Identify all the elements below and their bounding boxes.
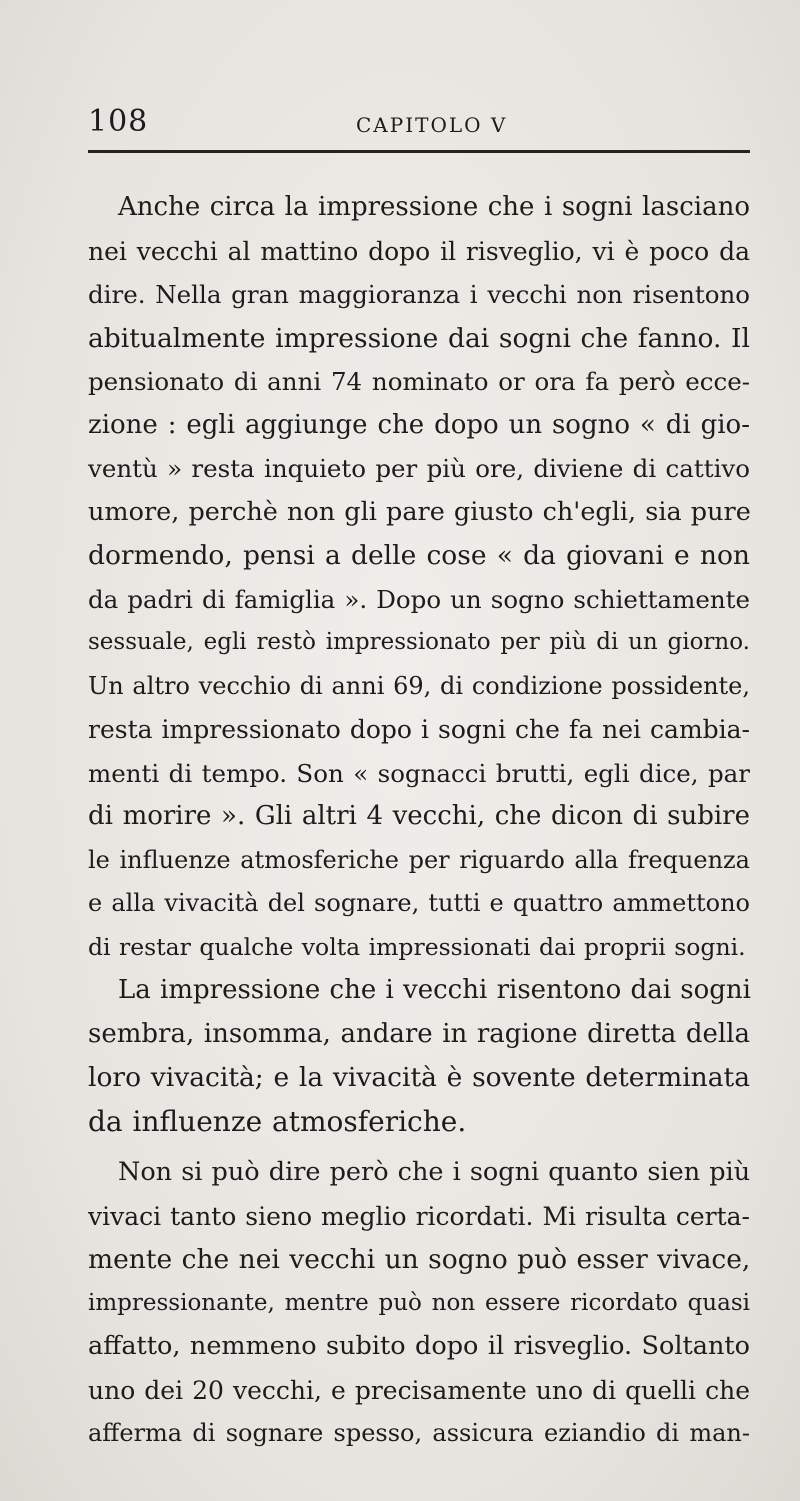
text-line: Un altro vecchio di anni 69, di condizione possidente, <box>88 671 750 700</box>
text-line: uno dei 20 vecchi, e precisamente uno di quelli che <box>88 1375 750 1405</box>
text-line: La impressione che i vecchi risentono dai sogni <box>118 975 751 1005</box>
paragraph <box>88 969 750 1143</box>
text-line: e alla vivacità del sognare, tutti e quattro ammettono <box>88 889 750 917</box>
text-line: dormendo, pensi a delle cose « da giovani e non <box>88 540 750 571</box>
text-line: zione : egli aggiunge che dopo un sogno « di gio- <box>88 409 750 440</box>
text-line: Non si può dire però che i sogni quanto sien più <box>118 1157 751 1187</box>
text-line: sembra, insomma, andare in ragione diretta della <box>88 1018 750 1049</box>
text-line: vivaci tanto sieno meglio ricordati. Mi risulta certa- <box>88 1201 750 1231</box>
text-line: dire. Nella gran maggioranza i vecchi non risentono <box>88 280 750 309</box>
page-number: 108 <box>88 104 149 139</box>
body-text <box>88 186 750 1456</box>
text-line: sessuale, egli restò impressionato per più di un giorno. <box>88 629 750 655</box>
chapter-title: CAPITOLO V <box>356 113 508 137</box>
text-line: menti di tempo. Son « sognacci brutti, egli dice, par <box>88 758 750 788</box>
text-line: di morire ». Gli altri 4 vecchi, che dicon di subire <box>88 801 750 831</box>
running-header <box>88 104 750 144</box>
text-line: da padri di famiglia ». Dopo un sogno schiettamente <box>88 584 750 614</box>
text-line: mente che nei vecchi un sogno può esser vivace, <box>88 1244 751 1275</box>
text-line: impressionante, mentre può non essere ricordato quasi <box>88 1289 750 1316</box>
text-line: afferma di sognare spesso, assicura eziandio di man- <box>88 1419 750 1447</box>
header-rule <box>88 150 750 153</box>
text-line: Anche circa la impressione che i sogni lasciano <box>118 192 750 222</box>
paragraph <box>88 186 750 969</box>
text-line: le influenze atmosferiche per riguardo alla frequenza <box>88 845 750 874</box>
text-line: di restar qualche volta impressionati dai proprii sogni. <box>88 932 746 961</box>
text-line: loro vivacità; e la vivacità è sovente determinata <box>88 1062 750 1093</box>
text-line: pensionato di anni 74 nominato or ora fa però ecce- <box>88 367 750 396</box>
text-line: nei vecchi al mattino dopo il risveglio, vi è poco da <box>88 236 750 266</box>
text-line: ventù » resta inquieto per più ore, diviene di cattivo <box>88 454 750 483</box>
text-line: resta impressionato dopo i sogni che fa nei cambia- <box>88 715 750 744</box>
text-line: umore, perchè non gli pare giusto ch'egli, sia pure <box>88 496 751 527</box>
paragraph <box>88 1151 750 1456</box>
text-line: abitualmente impressione dai sogni che fanno. Il <box>88 322 750 354</box>
text-line: affatto, nemmeno subito dopo il risveglio. Soltanto <box>88 1331 750 1361</box>
text-line: da influenze atmosferiche. <box>88 1104 467 1138</box>
